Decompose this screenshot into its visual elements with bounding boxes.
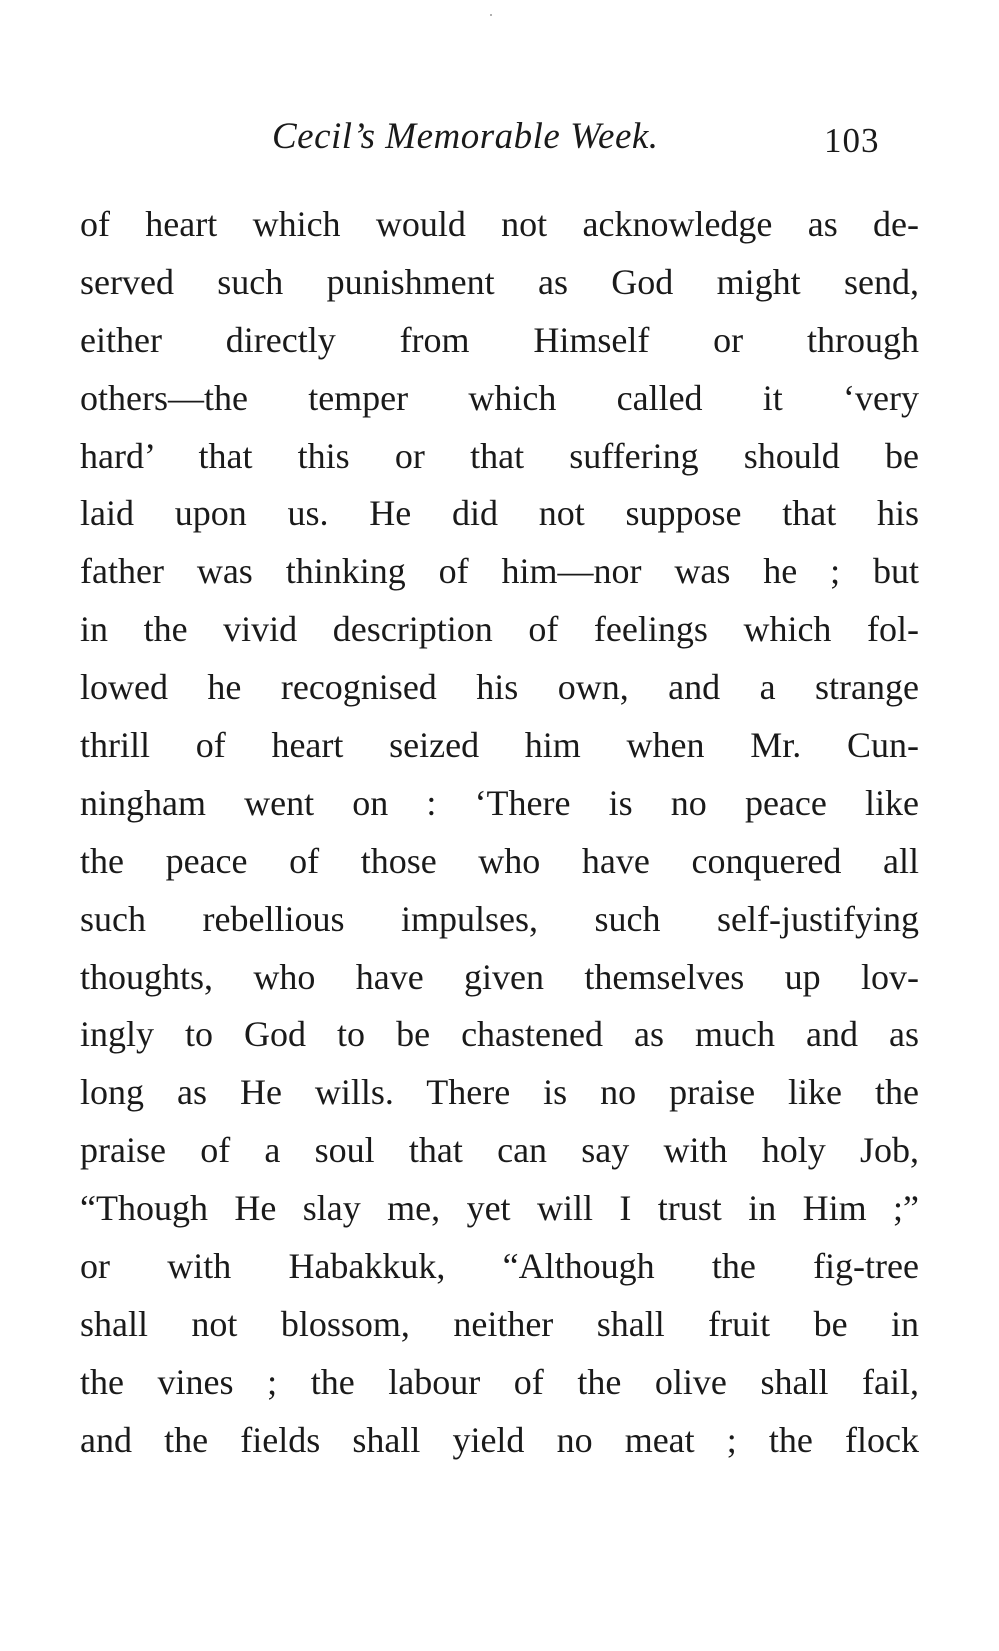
page-number: 103 xyxy=(824,121,880,160)
text-line: in the vivid description of feelings which fol- xyxy=(80,609,919,650)
text-line: ningham went on : ‘There is no peace like xyxy=(80,782,919,823)
text-line: either directly from Himself or through xyxy=(80,319,919,360)
text-line: thoughts, who have given themselves up lov- xyxy=(80,956,919,997)
text-line: others—the temper which called it ‘very xyxy=(80,377,919,418)
text-line: ingly to God to be chastened as much and as xyxy=(80,1014,919,1055)
running-head xyxy=(0,112,999,172)
running-title: Cecil’s Memorable Week. xyxy=(272,116,659,157)
text-line: long as He wills. There is no praise like the xyxy=(80,1072,919,1113)
text-line: lowed he recognised his own, and a strange xyxy=(80,667,919,708)
text-line: shall not blossom, neither shall fruit be in xyxy=(80,1303,919,1344)
text-line: laid upon us. He did not suppose that his xyxy=(80,493,919,534)
text-line: the vines ; the labour of the olive shall fail, xyxy=(80,1361,919,1402)
text-line: praise of a soul that can say with holy Job, xyxy=(80,1130,919,1171)
text-line: and the fields shall yield no meat ; the flock xyxy=(80,1419,919,1460)
text-line: or with Habakkuk, “Although the fig-tree xyxy=(80,1246,919,1287)
body-text xyxy=(80,196,919,1470)
text-line: “Though He slay me, yet will I trust in Him ;” xyxy=(80,1188,919,1229)
text-line: such rebellious impulses, such self-justifying xyxy=(80,898,919,939)
text-line: the peace of those who have conquered all xyxy=(80,840,919,881)
text-line: served such punishment as God might send, xyxy=(80,261,919,302)
text-line: father was thinking of him—nor was he ; but xyxy=(80,551,919,592)
text-line: hard’ that this or that suffering should be xyxy=(80,435,919,476)
page-speck xyxy=(490,14,492,16)
text-line: of heart which would not acknowledge as de- xyxy=(80,204,919,244)
text-line: thrill of heart seized him when Mr. Cun- xyxy=(80,725,919,766)
